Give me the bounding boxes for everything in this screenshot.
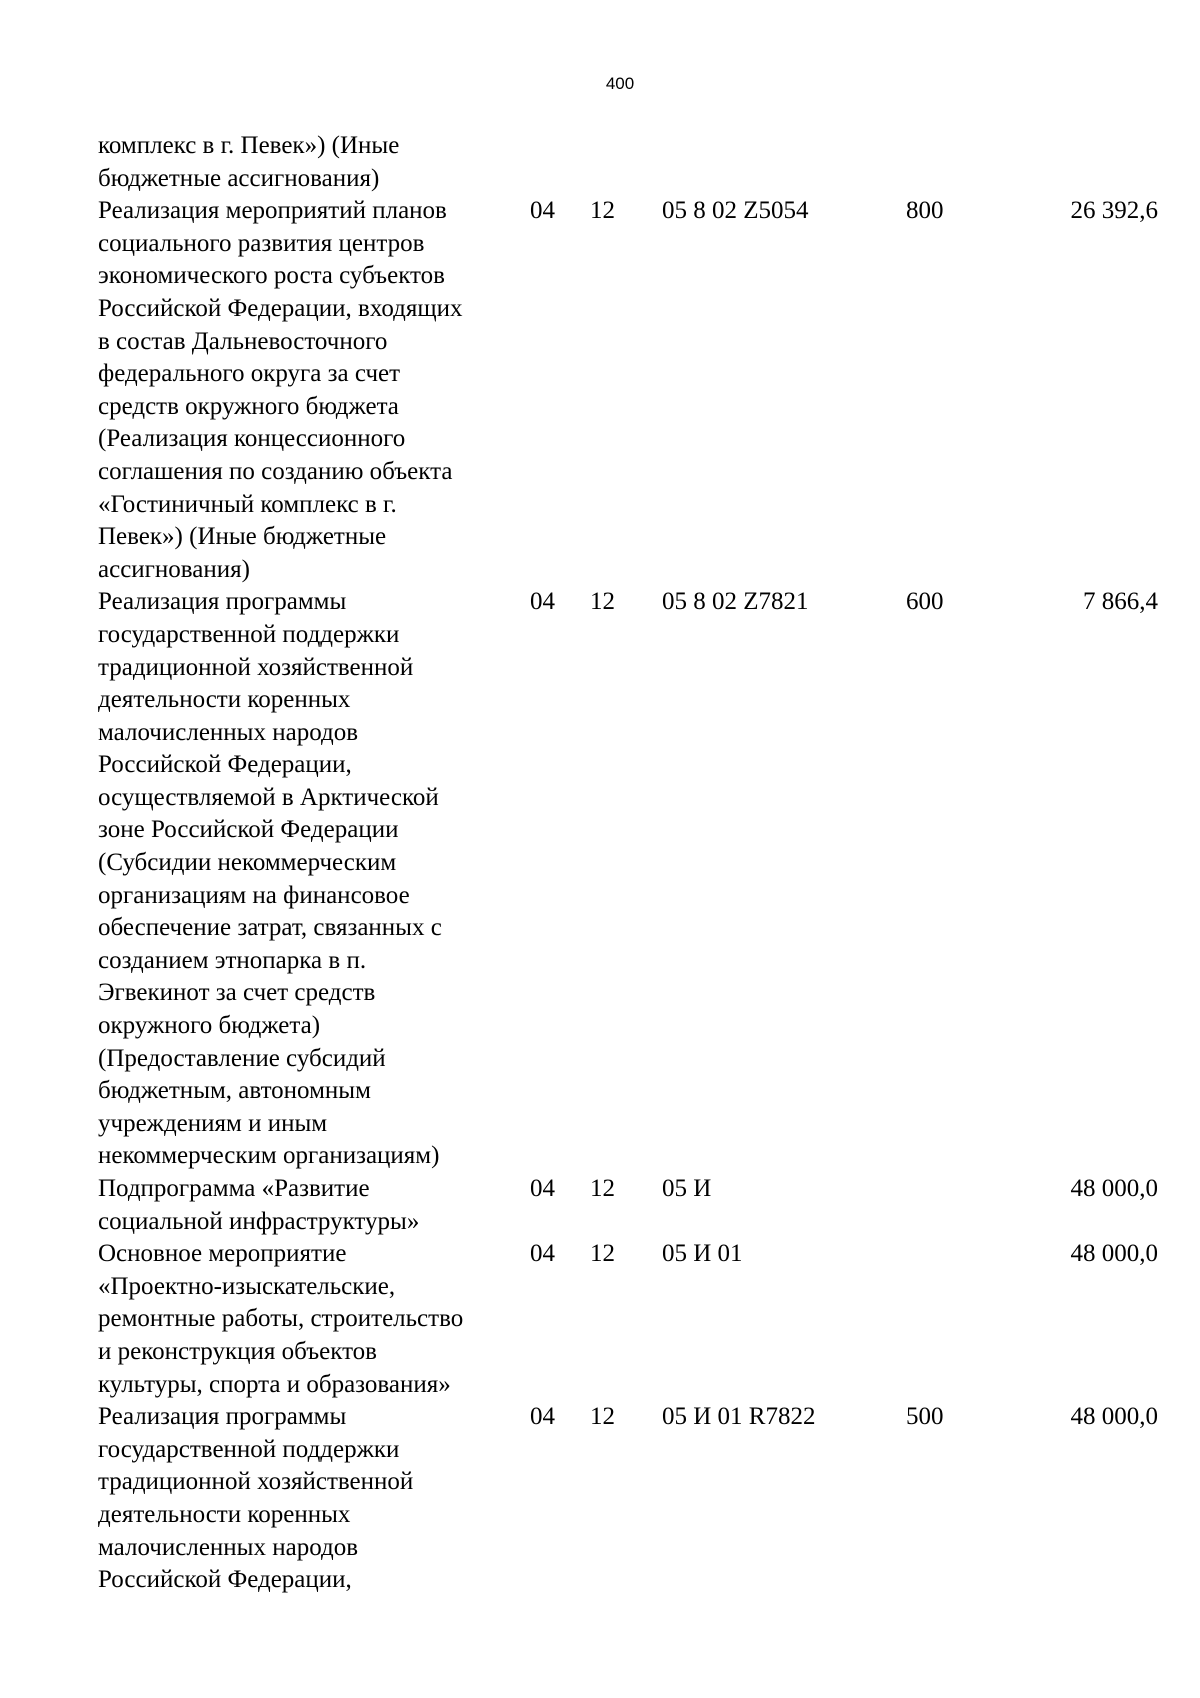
section-code: 04	[530, 1403, 555, 1431]
subsection-code: 12	[590, 1403, 615, 1431]
row-name-line: «Гостиничный комплекс в г.	[98, 490, 397, 518]
target-article-code: 05 И 01	[662, 1240, 743, 1268]
amount: 48 000,0	[1070, 1175, 1158, 1202]
row-name-line: обеспечение затрат, связанных с	[98, 914, 442, 942]
row-name-line: экономического роста субъектов	[98, 262, 445, 290]
section-code: 04	[530, 588, 555, 616]
target-article-code: 05 8 02 Z7821	[662, 588, 809, 616]
row-name-line: окружного бюджета)	[98, 1012, 321, 1040]
row-name-line: бюджетным, автономным	[98, 1077, 371, 1105]
row-name-line: Российской Федерации, входящих	[98, 294, 463, 322]
row-name-line: Реализация программы	[98, 1403, 347, 1431]
budget-table	[98, 130, 1158, 1597]
row-name-line: деятельности коренных	[98, 686, 351, 714]
row-name-line: зоне Российской Федерации	[98, 816, 399, 844]
row-name-line: и реконструкция объектов	[98, 1337, 377, 1365]
row-name-line: культуры, спорта и образования»	[98, 1370, 451, 1398]
row-name-line: Российской Федерации,	[98, 1566, 352, 1594]
subsection-code: 12	[590, 588, 615, 616]
section-code: 04	[530, 1175, 555, 1202]
target-article-code: 05 И 01 R7822	[662, 1403, 816, 1431]
row-name-line: малочисленных народов	[98, 1533, 358, 1561]
row-name	[98, 1173, 530, 1238]
row-name-line: деятельности коренных	[98, 1500, 351, 1528]
row-name-line: «Проектно-изыскательские,	[98, 1272, 396, 1300]
section-code: 04	[530, 197, 555, 225]
expense-type-code: 500	[906, 1403, 944, 1431]
subsection-code: 12	[590, 1175, 615, 1202]
amount: 48 000,0	[1070, 1240, 1158, 1268]
amount: 7 866,4	[1083, 588, 1158, 616]
row-name-line: Певек») (Иные бюджетные	[98, 523, 387, 551]
table-row	[98, 130, 1158, 195]
row-name-line: Подпрограмма «Развитие	[98, 1175, 370, 1202]
amount: 48 000,0	[1070, 1403, 1158, 1431]
row-name-line: соглашения по созданию объекта	[98, 457, 453, 485]
subsection-code: 12	[590, 1240, 615, 1268]
row-name-line: созданием этнопарка в п.	[98, 946, 367, 974]
row-name-line: федерального округа за счет	[98, 360, 401, 388]
row-name-line: государственной поддержки	[98, 620, 400, 648]
row-name	[98, 130, 530, 195]
row-name	[98, 195, 530, 586]
row-name-line: бюджетные ассигнования)	[98, 164, 380, 192]
row-name-line: малочисленных народов	[98, 718, 358, 746]
row-name-line: некоммерческим организациям)	[98, 1142, 440, 1170]
row-name-line: организациям на финансовое	[98, 881, 410, 909]
expense-type-code: 800	[906, 197, 944, 225]
row-name-line: ремонтные работы, строительство	[98, 1305, 464, 1333]
row-name-line: (Предоставление субсидий	[98, 1044, 386, 1072]
row-name-line: ассигнования)	[98, 555, 250, 583]
row-name-line: комплекс в г. Певек») (Иные	[98, 132, 400, 159]
row-name	[98, 1238, 530, 1401]
page-number: 400	[605, 74, 635, 93]
row-name-line: государственной поддержки	[98, 1435, 400, 1463]
row-name-line: (Субсидии некоммерческим	[98, 849, 397, 877]
table-row	[98, 195, 1158, 586]
row-name-line: Реализация программы	[98, 588, 347, 616]
table-row	[98, 1173, 1158, 1238]
row-name-line: Реализация мероприятий планов	[98, 197, 447, 225]
section-code: 04	[530, 1240, 555, 1268]
amount: 26 392,6	[1070, 197, 1158, 225]
row-name-line: традиционной хозяйственной	[98, 1468, 414, 1496]
row-name-line: Основное мероприятие	[98, 1240, 347, 1268]
row-name	[98, 586, 530, 1173]
subsection-code: 12	[590, 197, 615, 225]
row-name-line: учреждениям и иным	[98, 1109, 328, 1137]
row-name-line: осуществляемой в Арктической	[98, 783, 439, 811]
row-name-line: (Реализация концессионного	[98, 425, 406, 453]
expense-type-code: 600	[906, 588, 944, 616]
table-row	[98, 1401, 1158, 1597]
table-row	[98, 1238, 1158, 1401]
row-name-line: социальной инфраструктуры»	[98, 1207, 420, 1235]
target-article-code: 05 И	[662, 1175, 712, 1202]
target-article-code: 05 8 02 Z5054	[662, 197, 809, 225]
row-name-line: традиционной хозяйственной	[98, 653, 414, 681]
row-name-line: Российской Федерации,	[98, 751, 352, 779]
row-name-line: в состав Дальневосточного	[98, 327, 388, 355]
table-row	[98, 586, 1158, 1173]
row-name-line: Эгвекинот за счет средств	[98, 979, 376, 1007]
row-name	[98, 1401, 530, 1597]
row-name-line: социального развития центров	[98, 229, 425, 257]
row-name-line: средств окружного бюджета	[98, 392, 399, 420]
